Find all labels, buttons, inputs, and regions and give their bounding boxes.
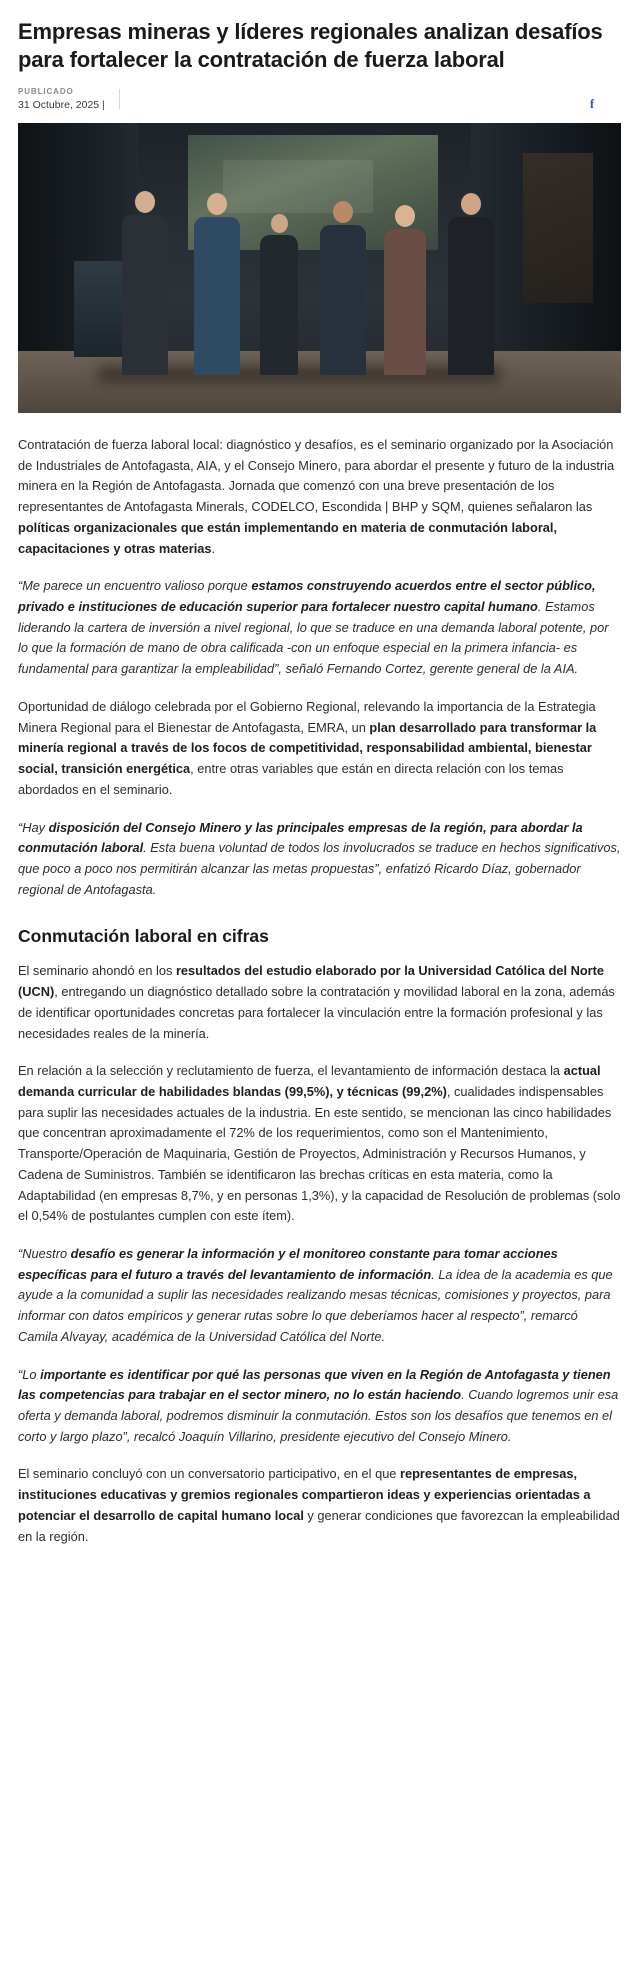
paragraph-quote: “Nuestro desafío es generar la información y el monitoreo constante para tomar acciones específicas para el futuro a través del levantamiento de información. La idea de la academia es que ayude a la comunidad a suplir las necesidades realizando mesas técnicas, comisiones y proyectos, para informar con datos empíricos y generar rutas sobre lo que deberíamos hacer al respecto”, remarcó Camila Alvayay, académica de la Universidad Católica del Norte.	[18, 1246, 613, 1344]
paragraph: El seminario ahondó en los resultados del estudio elaborado por la Universidad Católica del Norte (UCN), entregando un diagnóstico detallado sobre la contratación y movilidad laboral en la zona, además de identificar oportunidades concretas para fortalecer la vinculación entre la formación profesional y las necesidades reales de la minería.	[18, 963, 615, 1041]
article-body-top	[18, 435, 621, 900]
hero-person	[384, 205, 426, 375]
hero-person	[194, 193, 240, 375]
section-title: Conmutación laboral en cifras	[18, 926, 269, 947]
published-date: 31 Octubre, 2025 |	[18, 99, 105, 111]
hero-podium	[74, 261, 126, 357]
hero-person	[320, 201, 366, 375]
article-meta-row	[18, 87, 621, 111]
paragraph: Contratación de fuerza laboral local: diagnóstico y desafíos, es el seminario organizado por la Asociación de Industriales de Antofagasta, AIA, y el Consejo Minero, para abordar el presente y futuro de la industria minera en la Región de Antofagasta. Jornada que comenzó con una breve presentación de los representantes de Antofagasta Minerals, CODELCO, Escondida | BHP y SQM, quienes señalaron las políticas organizacionales que están implementando en materia de conmutación laboral, capacitaciones y otras materias.	[18, 437, 615, 556]
published-block	[18, 87, 119, 111]
hero-person	[260, 214, 298, 375]
meta-divider	[119, 89, 120, 109]
meta-left	[18, 87, 120, 111]
paragraph-quote: “Lo importante es identificar por qué las personas que viven en la Región de Antofagasta y tienen las competencias para trabajar en el sector minero, no lo están haciendo. Cuando logremos unir esa oferta y demanda laboral, podremos disminuir la conmutación. Estos son los desafíos que tenemos en el corto y largo plazo”, recalcó Joaquín Villarino, presidente ejecutivo del Consejo Minero.	[18, 1366, 619, 1444]
page-title: Empresas mineras y líderes regionales analizan desafíos para fortalecer la contratación de fuerza laboral	[18, 19, 603, 72]
share-area	[585, 87, 621, 111]
paragraph: El seminario concluyó con un conversatorio participativo, en el que representantes de empresas, instituciones educativas y gremios regionales compartieron ideas y experiencias orientadas a potenciar el desarrollo de capital humano local y generar condiciones que favorezcan la empleabilidad en la región.	[18, 1466, 620, 1544]
paragraph-quote: “Me parece un encuentro valioso porque estamos construyendo acuerdos entre el sector público, privado e instituciones de educación superior para fortalecer nuestro capital humano. Estamos liderando la cartera de inversión a nivel regional, lo que se traduce en una demanda laboral potente, por lo que la formación de mano de obra calificada -con un enfoque especial en la primera infancia- es fundamental para garantizar la empleabilidad”, señaló Fernando Cortez, gerente general de la AIA.	[18, 578, 609, 677]
paragraph-quote: “Hay disposición del Consejo Minero y las principales empresas de la región, para abordar la conmutación laboral. Esta buena voluntad de todos los involucrados se traduce en hechos significativos, que poco a poco nos permitirán alcanzar las metas propuestas”, enfatizó Ricardo Díaz, gobernador regional de Antofagasta.	[18, 819, 621, 897]
paragraph: En relación a la selección y reclutamiento de fuerza, el levantamiento de información destaca la actual demanda curricular de habilidades blandas (99,5%), y técnicas (99,2%), cualidades indispensables para suplir las necesidades actuales de la industria. En este sentido, se mencionan las cinco habilidades que concentran aproximadamente el 72% de los requerimientos, como son el Mantenimiento, Transporte/Operación de Maquinaria, Gestión de Proyectos, Administración y Recursos Humanos, y Cadena de Suministros. También se identificaron las brechas críticas en esta materia, como la Adaptabilidad (en empresas 8,7%, y en personas 1,3%), y la capacidad de Resolución de problemas (solo el 0,54% de postulantes cumplen con este ítem).	[18, 1063, 621, 1224]
hero-wall-panel	[523, 153, 593, 303]
hero-person	[448, 193, 494, 375]
article-body-bottom	[18, 961, 621, 1547]
paragraph: Oportunidad de diálogo celebrada por el Gobierno Regional, relevando la importancia de la Estrategia Minera Regional para el Bienestar de Antofagasta, EMRA, un plan desarrollado para transformar la minería regional a través de los focos de competitividad, responsabilidad ambiental, bienestar social, transición energética, entre otras variables que están en directa relación con los temas abordados en el seminario.	[18, 698, 597, 797]
hero-image	[18, 123, 621, 413]
hero-person	[122, 191, 168, 375]
facebook-icon[interactable]: f	[589, 96, 595, 111]
published-label: PUBLICADO	[18, 87, 74, 96]
